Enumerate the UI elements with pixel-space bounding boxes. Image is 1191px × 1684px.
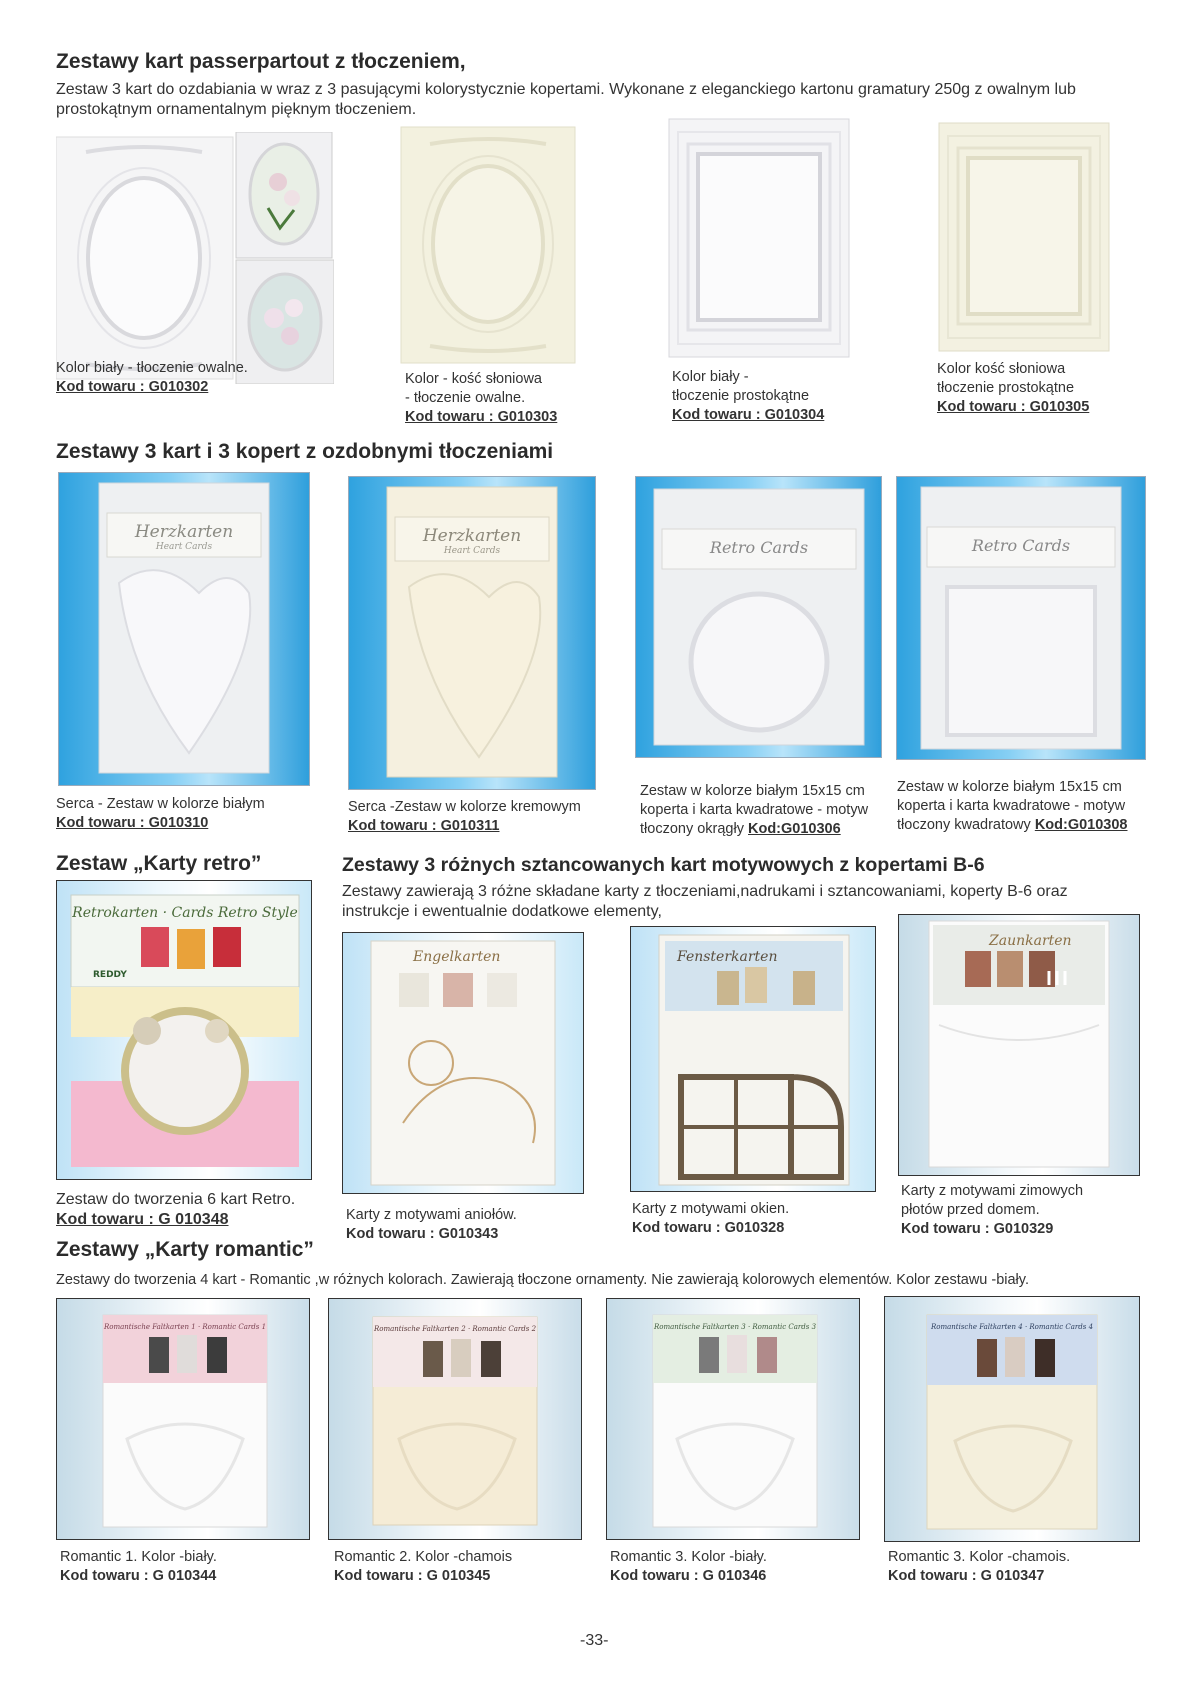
caption-g010310: Serca - Zestaw w kolorze białym Kod towaru : G010310: [56, 796, 265, 831]
caption-g010311: Serca -Zestaw w kolorze kremowym Kod towaru : G010311: [348, 799, 581, 834]
pack-label: Zaunkarten: [989, 933, 1072, 949]
product-image-g010311: [348, 476, 596, 790]
product-image-g010328: [630, 926, 876, 1192]
pack-label: Herzkarten: [422, 526, 522, 546]
product-image-g010310: [58, 472, 310, 786]
pack-label: Romantische Faltkarten 2 · Romantic Cards 2: [373, 1325, 537, 1333]
product-image-g010343: [342, 932, 584, 1194]
caption-g010306: Zestaw w kolorze białym 15x15 cm koperta i karta kwadratowe - motyw tłoczony okrągły Kod:G010306: [640, 783, 869, 837]
product-image-g010345: [328, 1298, 582, 1540]
product-code-g010343: Kod towaru : G010343: [346, 1226, 499, 1242]
pack-label: Romantische Faltkarten 4 · Romantic Cards 4: [930, 1323, 1094, 1331]
pack-label: Fensterkarten: [677, 949, 778, 965]
section-title-passepartout: Zestawy kart passerpartout z tłoczeniem,: [56, 50, 466, 73]
product-image-g010347: [884, 1296, 1140, 1542]
product-code-g010304: Kod towaru : G010304: [672, 407, 825, 423]
section-title-retro: Zestaw „Karty retro”: [56, 852, 262, 875]
product-code-g010310: Kod towaru : G010310: [56, 815, 209, 831]
caption-g010328: Karty z motywami okien. Kod towaru : G010328: [632, 1201, 790, 1236]
caption-g010347: Romantic 3. Kolor -chamois. Kod towaru : G 010347: [888, 1549, 1071, 1584]
caption-g010345: Romantic 2. Kolor -chamois Kod towaru : G 010345: [334, 1549, 513, 1584]
product-image-g010329: [898, 914, 1140, 1176]
product-code-g010329: Kod towaru : G010329: [901, 1221, 1054, 1237]
pack-label: Engelkarten: [413, 949, 501, 965]
pack-sublabel: Heart Cards: [155, 542, 213, 552]
product-code-g010344: Kod towaru : G 010344: [60, 1568, 217, 1584]
section-intro-romantic: Zestawy do tworzenia 4 kart - Romantic ,w różnych kolorach. Zawierają tłoczone ornamenty. Nie zawierają kolorowych elementów. Kolor zestawu -biały.: [56, 1272, 1029, 1288]
pack-label: Herzkarten: [134, 522, 234, 542]
product-image-g010302: [56, 132, 334, 384]
product-code-g010347: Kod towaru : G 010347: [888, 1568, 1045, 1584]
section-intro-passepartout: Zestaw 3 kart do ozdabiania w wraz z 3 pasującymi kolorystycznie kopertami. Wykonane z eleganckiego kartonu gramatury 250g z owalnym lub prostokątnym ornamentalnym pięknym tłoczeniem.: [56, 81, 1076, 118]
section-title-embossed-sets: Zestawy 3 kart i 3 kopert z ozdobnymi tłoczeniami: [56, 440, 554, 463]
pack-label: Retro Cards: [971, 536, 1071, 555]
pack-label: Romantische Faltkarten 1 · Romantic Cards 1: [103, 1323, 267, 1331]
product-image-g010346: [606, 1298, 860, 1540]
caption-g010303: Kolor - kość słoniowa - tłoczenie owalne. Kod towaru : G010303: [405, 371, 558, 425]
pack-sublabel: Heart Cards: [443, 546, 501, 556]
section-intro-die-cut-sets: Zestawy zawierają 3 różne składane karty z tłoczeniami,nadrukami i sztancowaniami, koperty B-6 oraz instrukcje i ewentualnie dodatkowe elementy,: [342, 883, 1068, 920]
product-code-g010303: Kod towaru : G010303: [405, 409, 558, 425]
product-code-g010305: Kod towaru : G010305: [937, 399, 1090, 415]
caption-g010305: Kolor kość słoniowa tłoczenie prostokątne Kod towaru : G010305: [937, 361, 1090, 415]
caption-g010304: Kolor biały - tłoczenie prostokątne Kod towaru : G010304: [672, 369, 825, 423]
product-image-g010304: [668, 118, 850, 358]
product-code-g010311: Kod towaru : G010311: [348, 818, 500, 834]
caption-g010348: Zestaw do tworzenia 6 kart Retro. Kod towaru : G 010348: [56, 1191, 296, 1228]
pack-label: Retro Cards: [709, 538, 809, 557]
product-image-g010348: [56, 880, 312, 1180]
product-image-g010306: [635, 476, 882, 758]
product-code-g010308: Kod:G010308: [1034, 817, 1128, 833]
caption-g010343: Karty z motywami aniołów. Kod towaru : G010343: [346, 1207, 517, 1242]
pack-label: Romantische Faltkarten 3 · Romantic Cards 3: [653, 1323, 817, 1331]
caption-g010308: Zestaw w kolorze białym 15x15 cm koperta i karta kwadratowe - motyw tłoczony kwadratowy Kod:G010308: [897, 779, 1128, 833]
caption-g010302: Kolor biały - tłoczenie owalne. Kod towaru : G010302: [56, 360, 248, 395]
caption-g010344: Romantic 1. Kolor -biały. Kod towaru : G 010344: [60, 1549, 217, 1584]
product-code-g010345: Kod towaru : G 010345: [334, 1568, 491, 1584]
product-image-g010305: [938, 122, 1110, 352]
product-code-g010328: Kod towaru : G010328: [632, 1220, 785, 1236]
caption-g010346: Romantic 3. Kolor -biały. Kod towaru : G 010346: [610, 1549, 767, 1584]
product-code-g010306: Kod:G010306: [748, 821, 841, 837]
page-number: -33-: [580, 1632, 609, 1649]
product-code-g010302: Kod towaru : G010302: [56, 379, 209, 395]
brand-label: REDDY: [93, 970, 127, 980]
product-image-g010344: [56, 1298, 310, 1540]
product-code-g010346: Kod towaru : G 010346: [610, 1568, 767, 1584]
product-image-g010308: [896, 476, 1146, 760]
product-image-g010303: [400, 126, 576, 364]
pack-label: Retrokarten · Cards Retro Style: [72, 905, 298, 921]
section-title-die-cut-sets: Zestawy 3 różnych sztancowanych kart motywowych z kopertami B-6: [342, 854, 985, 876]
product-code-g010348: Kod towaru : G 010348: [56, 1211, 229, 1228]
caption-g010329: Karty z motywami zimowych płotów przed domem. Kod towaru : G010329: [901, 1183, 1084, 1237]
section-title-romantic: Zestawy „Karty romantic”: [56, 1238, 314, 1261]
